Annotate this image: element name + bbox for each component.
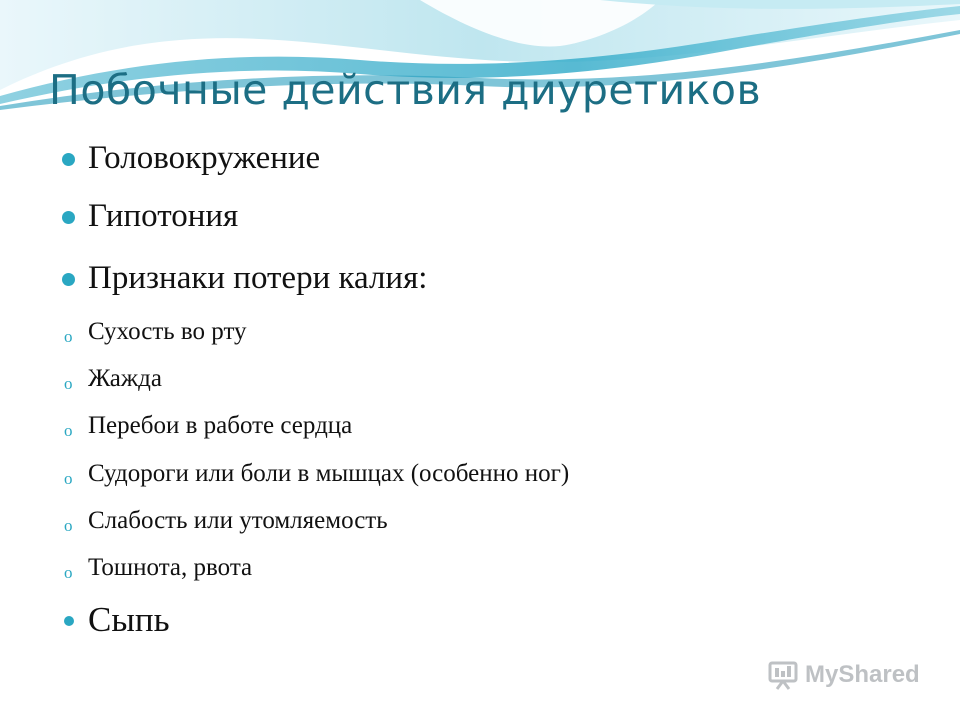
list-item: Головокружение: [88, 140, 321, 176]
bullet-dot-icon: [62, 153, 75, 166]
list-item: Судороги или боли в мышцах (особенно ног): [88, 460, 570, 487]
bullet-circle-icon: o: [64, 374, 73, 393]
list-item: Слабость или утомляемость: [88, 507, 388, 534]
slide-title: Побочные действия диуретиков: [49, 66, 762, 114]
presentation-board-icon: [767, 660, 801, 690]
list-item: Перебои в работе сердца: [88, 412, 353, 439]
bullet-circle-icon: o: [64, 327, 73, 346]
list-item: Тошнота, рвота: [88, 554, 253, 581]
bullet-circle-icon: o: [64, 421, 73, 440]
list-item: Сыпь: [88, 600, 170, 639]
list-item: Гипотония: [88, 198, 239, 234]
bullet-circle-icon: o: [64, 469, 73, 488]
bullet-circle-icon: o: [64, 516, 73, 535]
bullet-dot-icon: [64, 616, 74, 626]
watermark: [767, 655, 920, 695]
bullet-circle-icon: o: [64, 563, 73, 582]
list-item: Признаки потери калия:: [88, 260, 428, 296]
bullet-dot-icon: [62, 273, 75, 286]
list-item: Сухость во рту: [88, 318, 247, 345]
bullet-dot-icon: [62, 211, 75, 224]
watermark-text: MyShared: [805, 661, 920, 688]
list-item: Жажда: [88, 365, 162, 392]
